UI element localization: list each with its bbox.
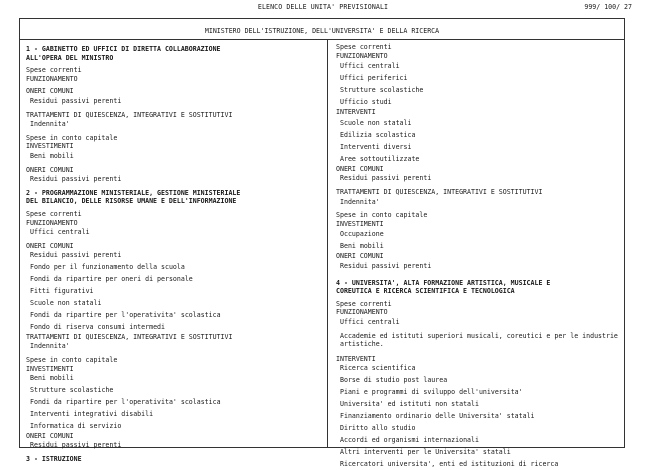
list-item: Uffici centrali xyxy=(340,62,400,71)
list-item: Residui passivi perenti xyxy=(30,441,122,450)
list-item: Indennita' xyxy=(30,120,70,129)
list-item: Residui passivi perenti xyxy=(30,175,122,184)
list-item: Residui passivi perenti xyxy=(340,174,432,183)
document-header-title: ELENCO DELLE UNITA' PREVISIONALI xyxy=(257,3,389,11)
category-label: Spese in conto capitale xyxy=(336,211,428,220)
left-column xyxy=(26,45,322,464)
group-label: TRATTAMENTI DI QUIESCENZA, INTEGRATIVI E SOSTITUTIVI xyxy=(26,332,233,341)
list-item: Piani e programmi di sviluppo dell'universita' xyxy=(340,387,523,396)
list-item: Ricerca scientifica xyxy=(340,364,416,373)
list-item: Interventi integrativi disabili xyxy=(30,409,154,418)
category-label: Spese correnti xyxy=(26,209,82,218)
list-item: Fondi da ripartire per oneri di personale xyxy=(30,274,193,283)
list-item: Ricercatori universita', enti ed istituzioni di ricerca xyxy=(340,459,559,468)
group-label: INTERVENTI xyxy=(336,354,376,363)
list-item: Accademie ed istituti superiori musicali, coreutici e per le industrie artistiche. xyxy=(340,331,618,349)
group-label: ONERI COMUNI xyxy=(26,87,74,96)
list-item: Borse di studio post laurea xyxy=(340,375,448,384)
list-item: Occupazione xyxy=(340,230,384,239)
group-label: INTERVENTI xyxy=(336,108,376,117)
list-item: Residui passivi perenti xyxy=(30,96,122,105)
list-item: Scuole non statali xyxy=(30,298,102,307)
group-label: FUNZIONAMENTO xyxy=(336,308,388,317)
category-label: Spese correnti xyxy=(336,43,392,51)
list-item: Fitti figurativi xyxy=(30,286,94,295)
category-label: Spese correnti xyxy=(26,66,82,75)
table-frame xyxy=(19,18,625,468)
group-label: ONERI COMUNI xyxy=(26,165,74,174)
list-item: Indennita' xyxy=(30,342,70,351)
list-item: Indennita' xyxy=(340,197,380,206)
section-1-title-cont: ALL'OPERA DEL MINISTRO xyxy=(26,53,114,62)
section-1-title: 1 - GABINETTO ED UFFICI DI DIRETTA COLLABORAZIONE xyxy=(26,45,221,53)
group-label: ONERI COMUNI xyxy=(26,241,74,250)
group-label: ONERI COMUNI xyxy=(336,164,384,173)
group-label: ONERI COMUNI xyxy=(336,252,384,261)
group-label: TRATTAMENTI DI QUIESCENZA, INTEGRATIVI E SOSTITUTIVI xyxy=(336,187,543,196)
group-label: FUNZIONAMENTO xyxy=(26,74,78,83)
group-label: INVESTIMENTI xyxy=(336,219,384,228)
group-label: INVESTIMENTI xyxy=(26,364,74,373)
list-item: Edilizia scolastica xyxy=(340,130,416,139)
group-label: FUNZIONAMENTO xyxy=(336,51,388,60)
list-item: Beni mobili xyxy=(30,151,74,160)
page-reference: 999/ 100/ 27 xyxy=(584,3,632,11)
list-item: Fondo per il funzionamento della scuola xyxy=(30,262,185,271)
list-item: Strutture scolastiche xyxy=(340,86,424,95)
category-label: Spese in conto capitale xyxy=(26,356,118,365)
list-item: Finanziamento ordinario delle Universita' statali xyxy=(340,411,535,420)
section-4-title-cont: COREUTICA E RICERCA SCIENTIFICA E TECNOLOGICA xyxy=(336,287,515,296)
section-3-title: 3 - ISTRUZIONE xyxy=(26,455,82,464)
section-2-title-cont: DEL BILANCIO, DELLE RISORSE UMANE E DELL'INFORMAZIONE xyxy=(26,197,237,206)
list-item: Uffici centrali xyxy=(340,317,400,326)
group-label: FUNZIONAMENTO xyxy=(26,218,78,227)
list-item: Fondi da ripartire per l'operativita' scolastica xyxy=(30,397,221,406)
list-item: Altri interventi per le Universita' statali xyxy=(340,447,511,456)
section-4-title: 4 - UNIVERSITA', ALTA FORMAZIONE ARTISTICA, MUSICALE E xyxy=(336,278,551,287)
category-label: Spese correnti xyxy=(336,299,392,308)
list-item: Fondi da ripartire per l'operativita' scolastica xyxy=(30,310,221,319)
list-item: Residui passivi perenti xyxy=(30,251,122,260)
ministry-heading: MINISTERO DELL'ISTRUZIONE, DELL'UNIVERSITA' E DELLA RICERCA xyxy=(20,19,624,40)
list-item: Uffici periferici xyxy=(340,74,408,83)
list-item: Scuole non statali xyxy=(340,118,412,127)
list-item: Residui passivi perenti xyxy=(340,261,432,270)
list-item: Informatica di servizio xyxy=(30,421,122,430)
list-item: Interventi diversi xyxy=(340,142,412,151)
section-2-title: 2 - PROGRAMMAZIONE MINISTERIALE, GESTIONE MINISTERIALE xyxy=(26,188,241,197)
group-label: ONERI COMUNI xyxy=(26,431,74,440)
list-item: Beni mobili xyxy=(30,374,74,383)
list-item: Beni mobili xyxy=(340,242,384,251)
list-item: Accordi ed organismi internazionali xyxy=(340,435,479,444)
list-item: Uffici centrali xyxy=(30,228,90,237)
right-column xyxy=(336,43,622,470)
column-divider xyxy=(327,39,328,447)
list-item: Aree sottoutilizzate xyxy=(340,154,420,163)
category-label: Spese in conto capitale xyxy=(26,133,118,142)
group-label: TRATTAMENTI DI QUIESCENZA, INTEGRATIVI E SOSTITUTIVI xyxy=(26,110,233,119)
list-item: Strutture scolastiche xyxy=(30,385,114,394)
list-item: Fondo di riserva consumi intermedi xyxy=(30,322,165,331)
list-item: Ufficio studi xyxy=(340,98,392,107)
group-label: INVESTIMENTI xyxy=(26,142,74,151)
list-item: Universita' ed istituti non statali xyxy=(340,399,479,408)
list-item: Diritto allo studio xyxy=(340,423,416,432)
